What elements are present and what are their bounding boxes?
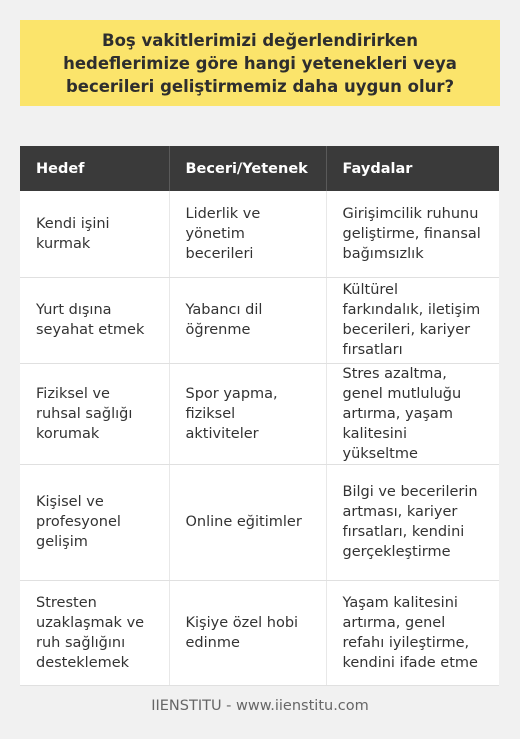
header-goal: Hedef — [20, 146, 169, 191]
table-row — [20, 580, 499, 685]
table-row — [20, 277, 499, 363]
table-row — [20, 464, 499, 580]
cell-benefits: Girişimcilik ruhunu geliştirme, finansal bağımsızlık — [326, 191, 499, 277]
cell-skill: Yabancı dil öğrenme — [169, 277, 326, 363]
table-header-row — [20, 146, 499, 191]
cell-goal: Kendi işini kurmak — [20, 191, 169, 277]
cell-goal: Fiziksel ve ruhsal sağlığı korumak — [20, 363, 169, 464]
cell-benefits: Stres azaltma, genel mutluluğu artırma, yaşam kalitesini yükseltme — [326, 363, 499, 464]
cell-goal: Stresten uzaklaşmak ve ruh sağlığını desteklemek — [20, 580, 169, 685]
cell-skill: Spor yapma, fiziksel aktiviteler — [169, 363, 326, 464]
question-banner — [20, 20, 500, 106]
goals-table — [20, 146, 499, 686]
question-title: Boş vakitlerimizi değerlendirirken hedeflerimize göre hangi yetenekleri veya becerileri geliştirmemiz daha uygun olur? — [63, 30, 457, 96]
cell-skill: Online eğitimler — [169, 464, 326, 580]
header-benefits: Faydalar — [326, 146, 499, 191]
cell-benefits: Bilgi ve becerilerin artması, kariyer fırsatları, kendini gerçekleştirme — [326, 464, 499, 580]
table-row — [20, 363, 499, 464]
cell-skill: Liderlik ve yönetim becerileri — [169, 191, 326, 277]
header-skill: Beceri/Yetenek — [169, 146, 326, 191]
table-row — [20, 191, 499, 277]
footer-credit: IIENSTITU - www.iienstitu.com — [151, 698, 369, 714]
cell-skill: Kişiye özel hobi edinme — [169, 580, 326, 685]
cell-benefits: Kültürel farkındalık, iletişim becerileri, kariyer fırsatları — [326, 277, 499, 363]
cell-goal: Yurt dışına seyahat etmek — [20, 277, 169, 363]
cell-benefits: Yaşam kalitesini artırma, genel refahı iyileştirme, kendini ifade etme — [326, 580, 499, 685]
cell-goal: Kişisel ve profesyonel gelişim — [20, 464, 169, 580]
